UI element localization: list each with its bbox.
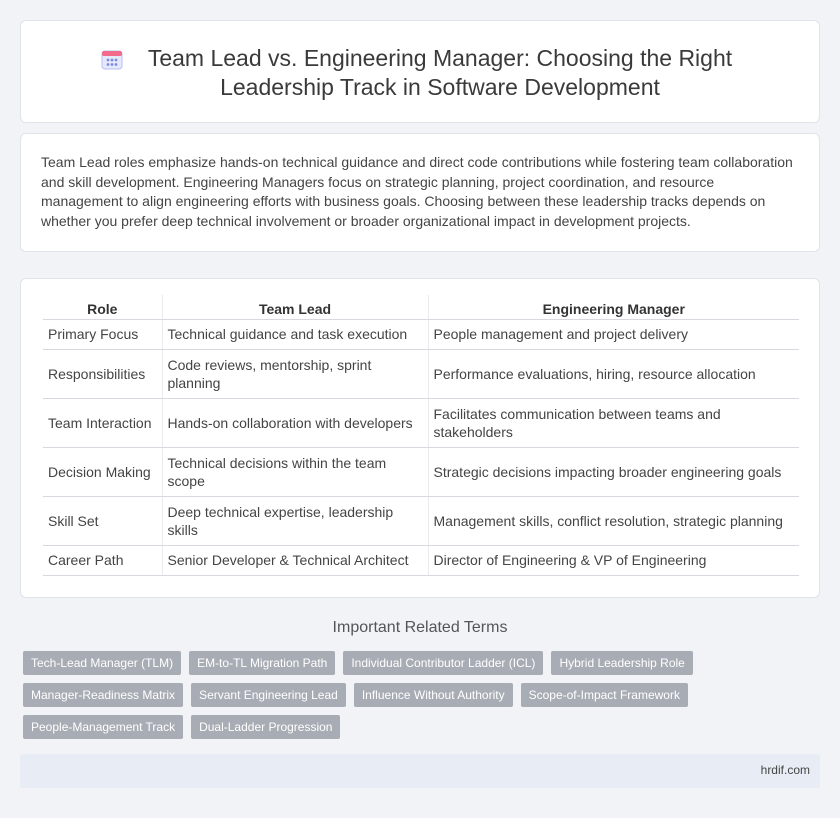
row-label: Career Path bbox=[43, 545, 162, 575]
tag-link[interactable]: Hybrid Leadership Role bbox=[551, 651, 692, 675]
team-lead-cell: Senior Developer & Technical Architect bbox=[162, 545, 428, 575]
comparison-table bbox=[43, 295, 799, 576]
intro-card bbox=[20, 133, 820, 252]
tag-row bbox=[23, 715, 703, 739]
tag-link[interactable]: Tech-Lead Manager (TLM) bbox=[23, 651, 181, 675]
tag-link[interactable]: Manager-Readiness Matrix bbox=[23, 683, 183, 707]
row-label: Responsibilities bbox=[43, 349, 162, 398]
tag-link[interactable]: Influence Without Authority bbox=[354, 683, 513, 707]
table-row bbox=[43, 496, 799, 545]
header-role: Role bbox=[43, 295, 162, 319]
intro-paragraph: Team Lead roles emphasize hands-on technical guidance and direct code contributions while fostering team collaboration and skill development. Engineering Managers focus on strategic planning, project coordination, and resource management to align engineering efforts with business goals. Choosing between these leadership tracks depends on whether you prefer deep technical involvement or broader organizational impact in development projects. bbox=[41, 154, 793, 229]
tag-row bbox=[23, 651, 703, 675]
table-header-row bbox=[43, 295, 799, 319]
page-title: Team Lead vs. Engineering Manager: Choosing the Right Leadership Track in Software Development bbox=[147, 45, 733, 100]
footer-site-link[interactable]: hrdif.com bbox=[760, 763, 810, 777]
header-engineering-manager: Engineering Manager bbox=[428, 295, 799, 319]
tag-row bbox=[23, 683, 703, 707]
engineering-manager-cell: Director of Engineering & VP of Engineering bbox=[428, 545, 799, 575]
team-lead-cell: Hands-on collaboration with developers bbox=[162, 398, 428, 447]
engineering-manager-cell: Performance evaluations, hiring, resource allocation bbox=[428, 349, 799, 398]
row-label: Decision Making bbox=[43, 447, 162, 496]
team-lead-cell: Deep technical expertise, leadership skills bbox=[162, 496, 428, 545]
table-row bbox=[43, 545, 799, 575]
related-terms-tags bbox=[23, 651, 703, 747]
engineering-manager-cell: Management skills, conflict resolution, strategic planning bbox=[428, 496, 799, 545]
row-label: Team Interaction bbox=[43, 398, 162, 447]
tag-link[interactable]: People-Management Track bbox=[23, 715, 183, 739]
table-row bbox=[43, 349, 799, 398]
table-row bbox=[43, 447, 799, 496]
tag-link[interactable]: Servant Engineering Lead bbox=[191, 683, 346, 707]
tag-link[interactable]: EM-to-TL Migration Path bbox=[189, 651, 335, 675]
team-lead-cell: Code reviews, mentorship, sprint planning bbox=[162, 349, 428, 398]
header-team-lead: Team Lead bbox=[162, 295, 428, 319]
engineering-manager-cell: Strategic decisions impacting broader engineering goals bbox=[428, 447, 799, 496]
table-row bbox=[43, 398, 799, 447]
tag-link[interactable]: Scope-of-Impact Framework bbox=[521, 683, 688, 707]
row-label: Primary Focus bbox=[43, 319, 162, 349]
comparison-card bbox=[20, 278, 820, 598]
engineering-manager-cell: People management and project delivery bbox=[428, 319, 799, 349]
tag-link[interactable]: Individual Contributor Ladder (ICL) bbox=[343, 651, 543, 675]
table-row bbox=[43, 319, 799, 349]
footer bbox=[20, 754, 820, 788]
row-label: Skill Set bbox=[43, 496, 162, 545]
team-lead-cell: Technical guidance and task execution bbox=[162, 319, 428, 349]
related-terms-title: Important Related Terms bbox=[332, 619, 508, 636]
title-card bbox=[20, 20, 820, 123]
team-lead-cell: Technical decisions within the team scope bbox=[162, 447, 428, 496]
engineering-manager-cell: Facilitates communication between teams and stakeholders bbox=[428, 398, 799, 447]
tag-link[interactable]: Dual-Ladder Progression bbox=[191, 715, 340, 739]
